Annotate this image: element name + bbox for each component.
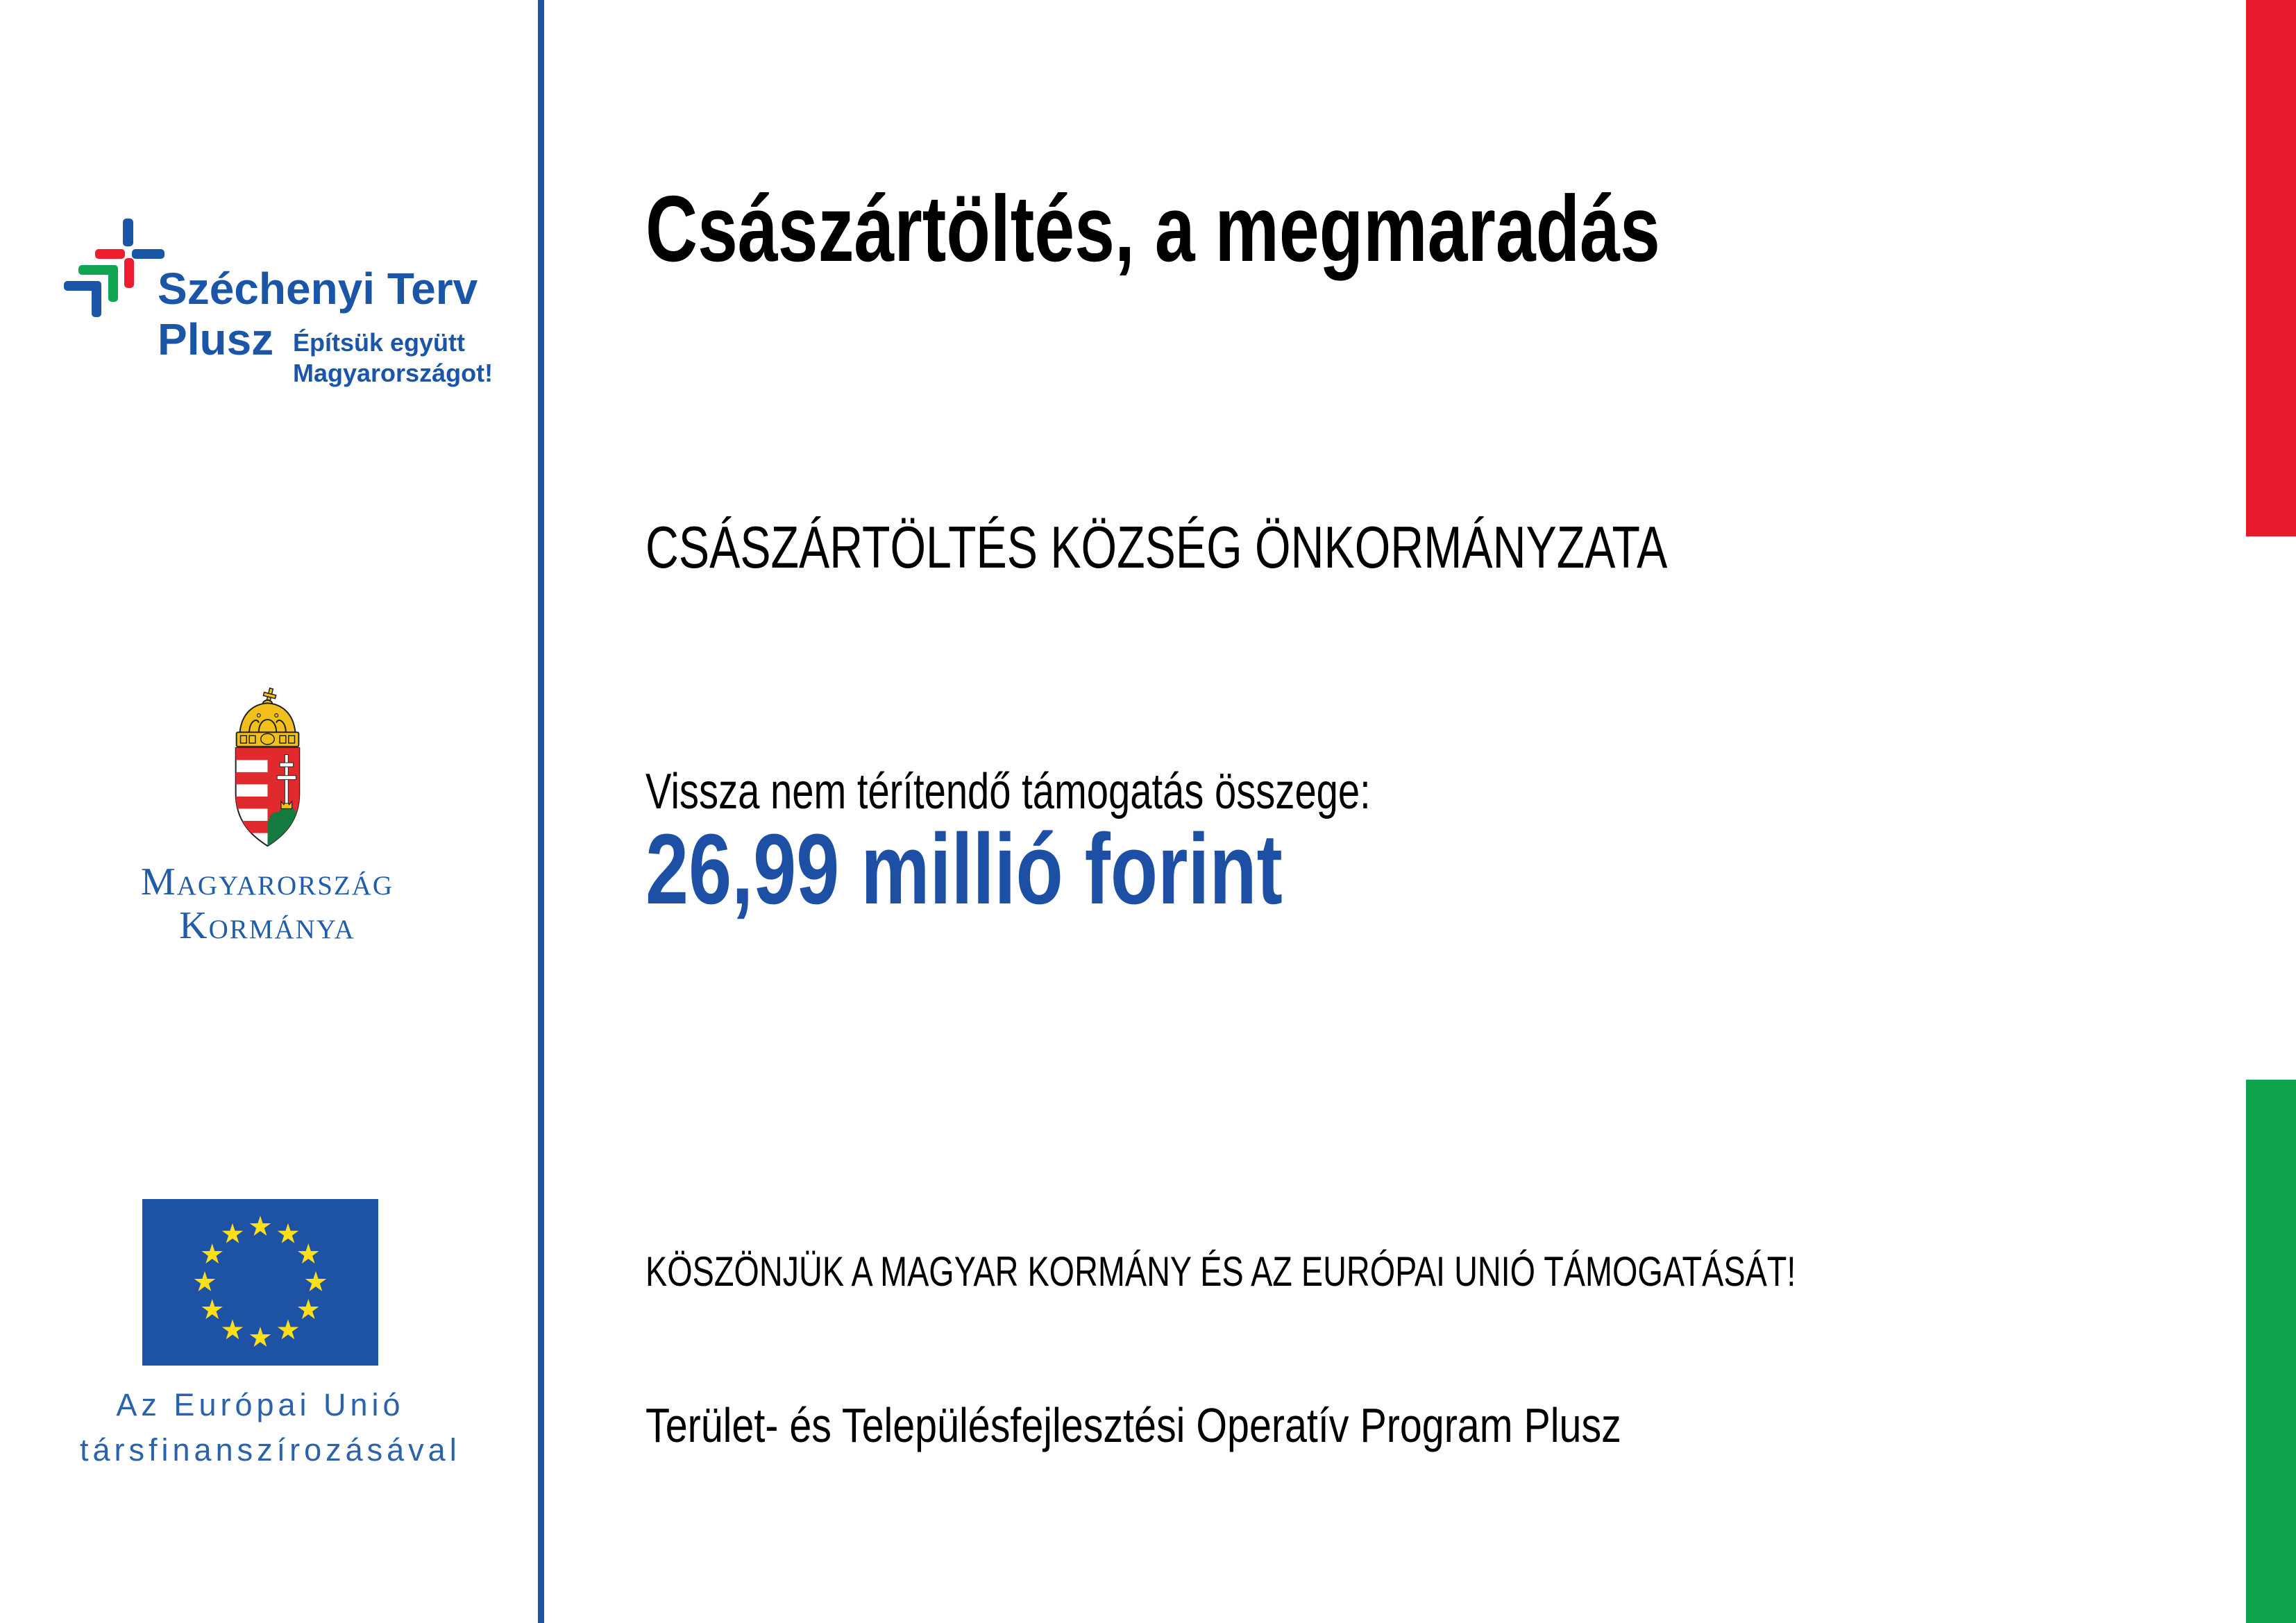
grant-amount-label-text: Vissza nem térítendő támogatás összege:	[645, 764, 1371, 819]
program-name-text: Terület- és Településfejlesztési Operatív Program Plusz	[645, 1398, 1621, 1452]
beneficiary-name-text: CSÁSZÁRTÖLTÉS KÖZSÉG ÖNKORMÁNYZATA	[645, 515, 1668, 581]
flag-red-bar	[2246, 0, 2296, 536]
program-name	[645, 1398, 1835, 1452]
government-name-line2: Kormánya	[179, 903, 355, 947]
project-title	[645, 176, 1963, 281]
hungary-coat-of-arms-icon	[227, 687, 308, 849]
szechenyi-cross-icon	[64, 219, 164, 317]
grant-amount-value-text: 26,99 millió forint	[645, 813, 1283, 925]
eu-cofinance-line2: társfinanszírozásával	[80, 1432, 461, 1468]
eu-cofinance-logo	[80, 1199, 461, 1473]
beneficiary-name	[645, 515, 1956, 581]
szechenyi-logo-line1: Széchenyi Terv	[158, 264, 478, 314]
grant-amount-value	[645, 813, 1467, 925]
government-name-line1: Magyarország	[140, 860, 394, 903]
thanks-message-text: KÖSZÖNJÜK A MAGYAR KORMÁNY ÉS AZ EURÓPAI UNIÓ TÁMOGATÁSÁT!	[645, 1248, 1796, 1295]
flag-green-bar	[2246, 1080, 2296, 1623]
project-title-text: Császártöltés, a megmaradás	[645, 176, 1660, 281]
thanks-message	[645, 1248, 2120, 1295]
szechenyi-terv-plusz-logo	[59, 208, 545, 416]
szechenyi-tagline-line1: Építsük együtt	[293, 328, 466, 357]
szechenyi-logo-line2: Plusz	[158, 314, 274, 364]
eu-cofinance-line1: Az Európai Unió	[116, 1387, 405, 1422]
grant-amount-label	[645, 764, 1575, 819]
szechenyi-tagline-line2: Magyarországot!	[293, 359, 493, 387]
hungary-government-logo	[104, 687, 430, 947]
eu-flag-icon	[142, 1199, 378, 1366]
